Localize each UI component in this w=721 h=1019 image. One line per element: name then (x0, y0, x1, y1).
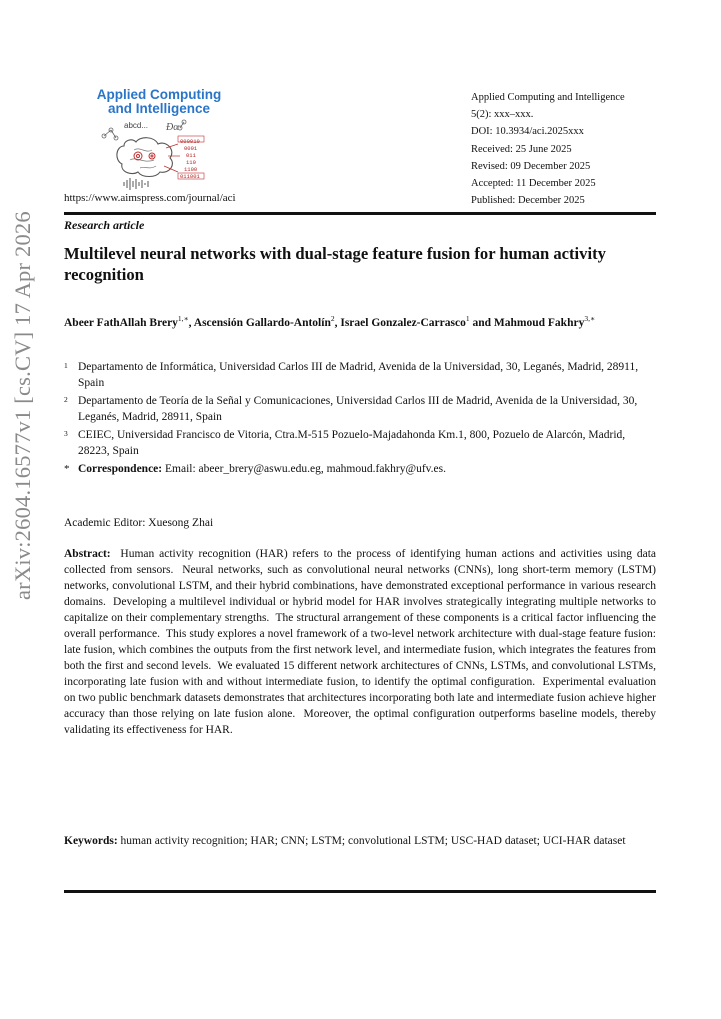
logo-title-line2: and Intelligence (107, 101, 211, 116)
binary-row-4: 110 (186, 159, 196, 166)
academic-editor: Academic Editor: Xuesong Zhai (64, 517, 214, 529)
brain-circuit-icon (94, 116, 254, 190)
pub-revised: Revised: 09 December 2025 (471, 160, 591, 172)
footer-rule (64, 890, 656, 893)
journal-url[interactable]: https://www.aimspress.com/journal/aci (64, 192, 236, 204)
affiliation-item (64, 427, 656, 459)
correspondence-mark: * (64, 463, 70, 475)
binary-row-6: 011001 (180, 173, 200, 180)
arxiv-identifier: arXiv:2604.16577v1 [cs.CV] 17 Apr 2026 (10, 211, 35, 600)
abstract-label: Abstract: (64, 548, 111, 560)
paper-title: Multilevel neural networks with dual-stage feature fusion for human activity recognition (64, 244, 606, 284)
binary-row-5: 1100 (184, 166, 198, 173)
pub-volume: 5(2): xxx–xxx. (471, 109, 534, 121)
svg-text:Ðα: Ðα (166, 122, 179, 133)
abstract-text: Human activity recognition (HAR) refers to the process of identifying human actions and activities using data collected from sensors. Neural networks, such as convolutional neural networks (CNNs), long short-term memory (LSTM) networks, convolutional LSTM, and their hybrid combinations, have demonstrated exceptional performance in various research domains. Developing a multilevel individual or hybrid model for HAR involves strategically integrating multiple networks to capitalize on their complementary strengths. The structural arrangement of these components is a critical factor influencing the overall performance. This study explores a novel framework of a two-level network architecture with dual-stage feature fusion: late fusion, which combines the outputs from the first network level, and intermediate fusion, which integrates the features from both the first and second levels. We evaluated 15 different network architectures of CNNs, LSTMs, and convolutional LSTMs, incorporating late fusion with and without intermediate fusion, to identify the optimal configuration. Experimental evaluation on two public benchmark datasets demonstrates that architectures incorporating both late and intermediate fusion achieve higher accuracy than those relying on late fusion alone. Moreover, the optimal configuration outperforms baseline models, thereby validating its effectiveness for HAR. (64, 548, 662, 736)
affiliation-mark: 2 (64, 395, 68, 404)
pub-accepted: Accepted: 11 December 2025 (471, 178, 596, 190)
affiliation-item (64, 359, 656, 391)
pub-doi[interactable]: DOI: 10.3934/aci.2025xxx (471, 126, 584, 138)
logo-title-line1: Applied Computing (96, 87, 222, 102)
keywords-text: human activity recognition; HAR; CNN; LSTM; convolutional LSTM; USC-HAD dataset; UCI-HAR dataset (117, 835, 626, 847)
journal-logo (64, 88, 274, 188)
pub-received: Received: 25 June 2025 (471, 143, 572, 155)
author-affil-mark: 2 (330, 314, 335, 323)
author-name: Israel Gonzalez-Carrasco (340, 316, 466, 329)
author-list (64, 310, 656, 332)
author-name: Ascensión Gallardo-Antolín (193, 316, 331, 329)
author-name: Abeer FathAllah Brery (64, 316, 178, 329)
author-affil-mark: 1 (465, 314, 470, 323)
author-separator: , (334, 316, 341, 329)
author-affil-mark: 1,∗ (177, 314, 189, 323)
correspondence-emails[interactable]: Email: abeer_brery@aswu.edu.eg, mahmoud.fakhry@ufv.es. (162, 463, 447, 475)
logo-abcd-text: abcd... (124, 121, 149, 130)
author-name: Mahmoud Fakhry (493, 316, 585, 329)
author-separator: , (188, 316, 194, 329)
affiliation-text: CEIEC, Universidad Francisco de Vitoria, Ctra.M-515 Pozuelo-Majadahonda Km.1, 800, Pozuelo de Alarcón, Madrid, 28223, Spain (78, 429, 626, 457)
binary-row-3: 011 (186, 152, 196, 159)
affiliation-text: Departamento de Teoría de la Señal y Comunicaciones, Universidad Carlos III de Madrid, Avenida de la Universidad, 30, Leganés, Madrid, 28911, Spain (78, 395, 638, 423)
correspondence (64, 461, 656, 477)
abstract (64, 546, 662, 738)
correspondence-label: Correspondence: (78, 463, 163, 475)
article-type: Research article (64, 218, 145, 232)
affiliation-text: Departamento de Informática, Universidad Carlos III de Madrid, Avenida de la Universidad, 30, Leganés, Madrid, 28911, Spain (78, 361, 639, 389)
author-affil-mark: 3,∗ (584, 314, 596, 323)
keywords-label: Keywords: (64, 835, 118, 847)
binary-row-2: 0001 (184, 145, 198, 152)
affiliation-list (64, 359, 656, 479)
header-rule (64, 212, 656, 215)
publication-info (471, 89, 625, 209)
affiliation-item (64, 393, 656, 425)
pub-published: Published: December 2025 (471, 195, 585, 207)
binary-row-1: 000010 (180, 138, 200, 145)
author-separator: and (469, 316, 494, 329)
keywords (64, 833, 656, 849)
affiliation-mark: 3 (64, 429, 68, 438)
affiliation-mark: 1 (64, 361, 68, 370)
pub-journal-name: Applied Computing and Intelligence (471, 92, 625, 103)
